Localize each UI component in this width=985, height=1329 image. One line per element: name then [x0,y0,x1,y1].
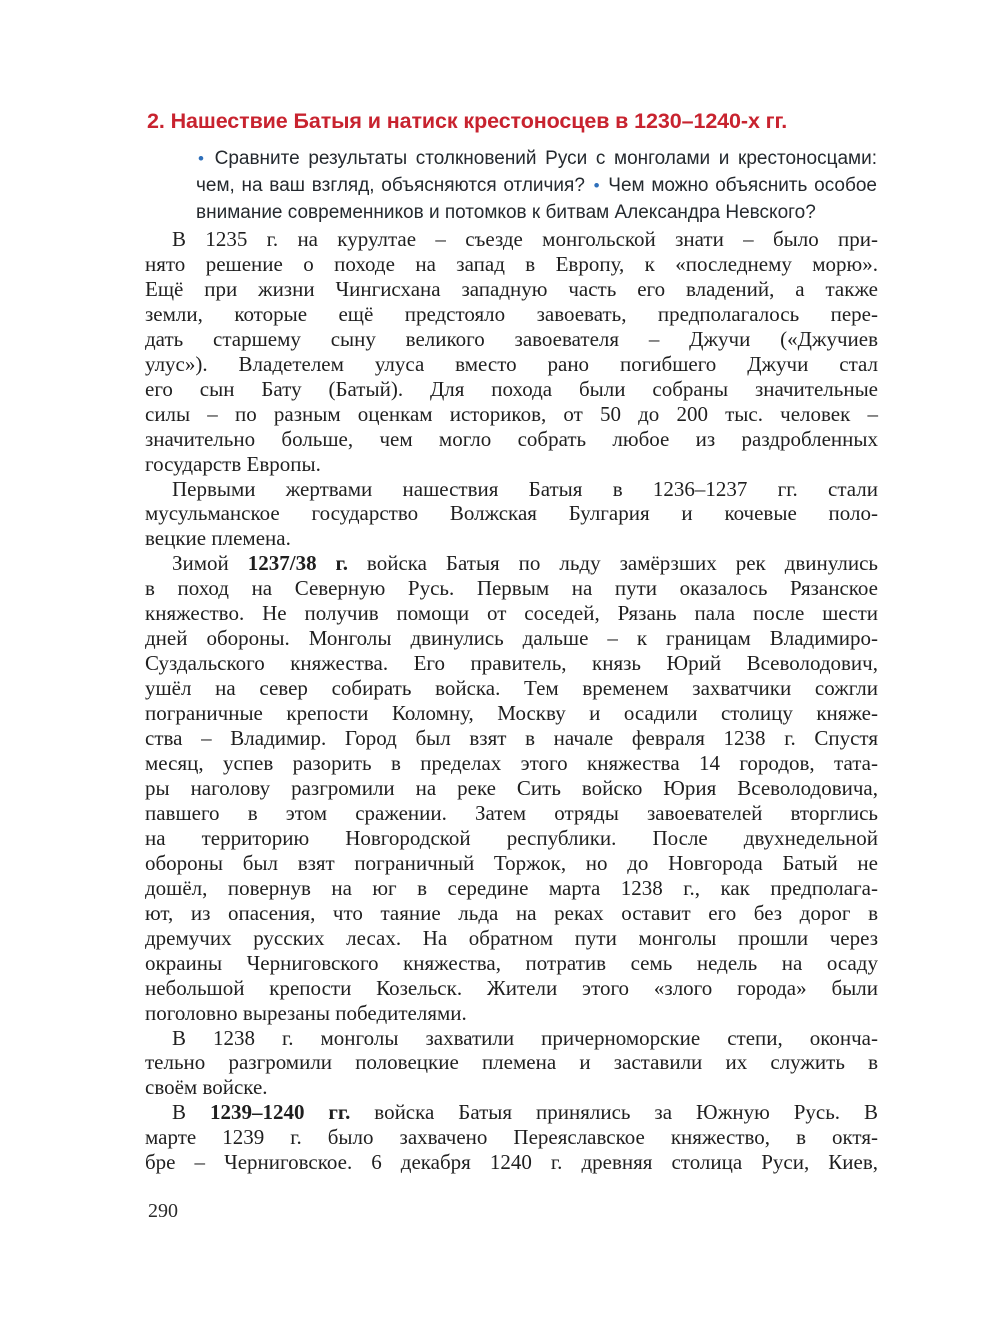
text-line: павшего в этом сражении. Затем отряды завоевателей вторглись [145,800,878,825]
text-line: мусульманское государство Волжская Булгария и кочевые поло- [145,501,878,526]
text-line: Ещё при жизни Чингисхана западную часть его владений, а также [145,276,878,301]
text-line: дать старшему сыну великого завоевателя – Джучи («Джучиев [145,326,878,351]
text-line: Первыми жертвами нашествия Батыя в 1236–1237 гг. стали [172,476,878,501]
section-heading: 2. Нашествие Батыя и натиск крестоносцев в 1230–1240-х гг. [147,109,788,133]
text-line: Зимой 1237/38 г. войска Батыя по льду замёрзших рек двинулись [172,551,878,576]
text-line: дремучих русских лесах. На обратном пути монголы прошли через [145,925,878,950]
text-line: улус»). Владетелем улуса вместо рано погибшего Джучи стал [145,351,878,376]
text-line: своём войске. [145,1075,268,1100]
text-line: В 1238 г. монголы захватили причерноморские степи, оконча- [172,1025,878,1050]
text-line: вецкие племена. [145,526,291,551]
question-line: • Сравните результаты столкновений Руси с монголами и крестоносцами: [198,148,877,169]
text-line: силы – по разным оценкам историков, от 50 до 200 тыс. человек – [145,401,878,426]
text-line: государств Европы. [145,451,321,476]
paragraph [145,1026,878,1101]
text-line: марте 1239 г. было захвачено Переяславское княжество, в октя- [145,1125,878,1150]
text-line: тельно разгромили половецкие племена и заставили их служить в [145,1050,878,1075]
text-line: небольшой крепости Козельск. Жители этого «злого города» были [145,975,878,1000]
page-number: 290 [148,1200,178,1222]
text-line: на территорию Новгородской республики. После двухнедельной [145,825,878,850]
paragraph [145,477,878,552]
paragraph [145,1100,878,1175]
bullet-icon: • [198,149,204,168]
text-line: ют, из опасения, что таяние льда на реках оставит его без дорог в [145,900,878,925]
text-line: поголовно вырезаны победителями. [145,1000,467,1025]
text-line: ства – Владимир. Город был взят в начале февраля 1238 г. Спустя [145,726,878,751]
questions-block [196,145,877,227]
text-line: ушёл на север собирать войска. Тем временем захватчики сожгли [145,676,878,701]
text-line: его сын Бату (Батый). Для похода были собраны значительные [145,376,878,401]
text-line: бре – Черниговское. 6 декабря 1240 г. древняя столица Руси, Киев, [145,1150,878,1175]
text-line: дошёл, повернув на юг в середине марта 1238 г., как предполага- [145,875,878,900]
text-line: значительно больше, чем могло собрать любое из раздробленных [145,426,878,451]
text-line: ры наголову разгромили на реке Сить войско Юрия Всеволодовича, [145,775,878,800]
body-text [145,227,878,1175]
text-line: В 1239–1240 гг. войска Батыя принялись за Южную Русь. В [172,1100,878,1125]
text-line: нято решение о походе на запад в Европу, к «последнему морю». [145,251,878,276]
bullet-icon: • [593,176,600,196]
text-line: Суздальского княжества. Его правитель, князь Юрий Всеволодович, [145,651,878,676]
text-line: обороны был взят пограничный Торжок, но до Новгорода Батый не [145,850,878,875]
paragraph [145,551,878,1025]
text-line: В 1235 г. на курултае – съезде монгольской знати – было при- [172,227,878,251]
question-line: чем, на ваш взгляд, объясняются отличия? • Чем можно объяснить особое [196,175,877,197]
text-line: пограничные крепости Коломну, Москву и осадили столицу княже- [145,701,878,726]
text-line: княжество. Не получив помощи от соседей, Рязань пала после шести [145,601,878,626]
text-line: дней обороны. Монголы двинулись дальше – к границам Владимиро- [145,626,878,651]
text-line: месяц, успев разорить в пределах этого княжества 14 городов, тата- [145,751,878,776]
question-line: внимание современников и потомков к битвам Александра Невского? [196,202,816,224]
text-line: в поход на Северную Русь. Первым на пути оказалось Рязанское [145,576,878,601]
text-line: земли, которые ещё предстояло завоевать, предполагалось пере- [145,301,878,326]
paragraph [145,227,878,477]
text-line: окраины Черниговского княжества, потратив семь недель на осаду [145,950,878,975]
